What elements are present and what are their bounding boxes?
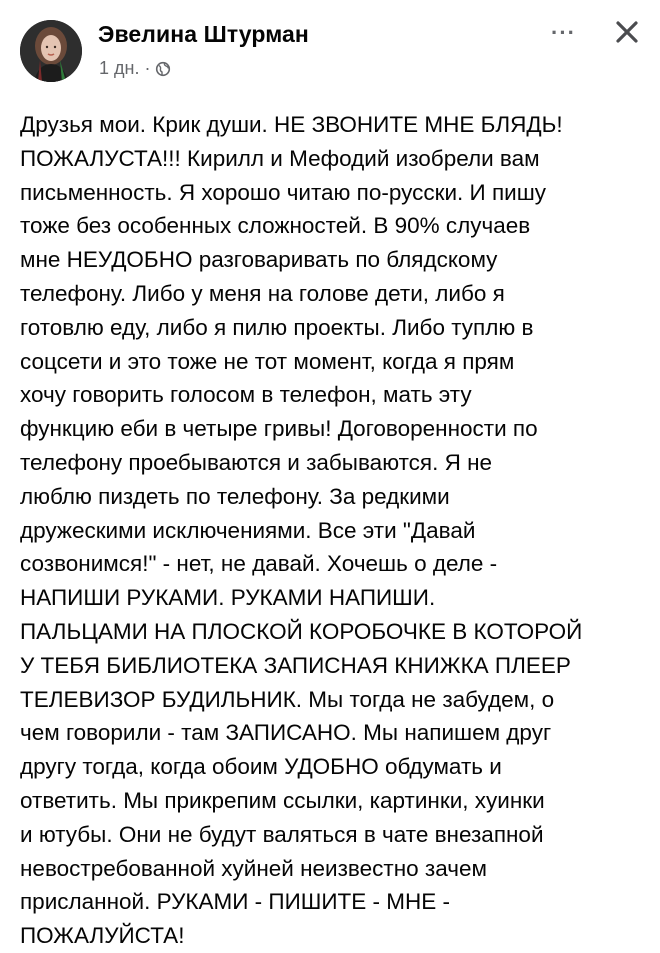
meta-separator: · [144,58,151,78]
more-options-button[interactable]: ··· [551,20,576,45]
post-text: Друзья мои. Крик души. НЕ ЗВОНИТЕ МНЕ БЛЯДЬ! ПОЖАЛУСТА!!! Кирилл и Мефодий изобрели вам письменность. Я хорошо читаю по-русски. И пишу тоже без особенных сложностей. В 90% случаев мне НЕУДОБНО разговаривать по блядскому телефону. Либо у меня на голове дети, либо я готовлю еду, либо я пилю проекты. Либо туплю в соцсети и это тоже не тот момент, когда я прям хочу говорить голосом в телефон, мать эту функцию еби в четыре гривы! Договоренности по телефону проебываются и забываются. Я не люблю пиздеть по телефону. За редкими дружескими исключениями. Все эти "Давай созвонимся!" - нет, не давай. Хочешь о деле - НАПИШИ РУКАМИ. РУКАМИ НАПИШИ. ПАЛЬЦАМИ НА ПЛОСКОЙ КОРОБОЧКЕ В КОТОРОЙ У ТЕБЯ БИБЛИОТЕКА ЗАПИСНАЯ КНИЖКА ПЛЕЕР ТЕЛЕВИЗОР БУДИЛЬНИК. Мы тогда не забудем, о чем говорили - там ЗАПИСАНО. Мы напишем друг другу тогда, когда обоим УДОБНО обдумать и ответить. Мы прикрепим ссылки, картинки, хуинки и ютубы. Они не будут валяться в чате внезапной невостребованной хуйней неизвестно зачем присланной. РУКАМИ - ПИШИТЕ - МНЕ - ПОЖАЛУЙСТА! [20,112,583,949]
post-timestamp[interactable]: 1 дн. [99,58,140,78]
avatar-image [20,20,82,82]
post-header [20,14,646,84]
post-meta [99,58,171,79]
globe-icon [155,61,171,77]
author-name[interactable]: Эвелина Штурман [98,21,309,47]
close-icon[interactable] [612,17,642,47]
avatar[interactable] [20,20,82,82]
